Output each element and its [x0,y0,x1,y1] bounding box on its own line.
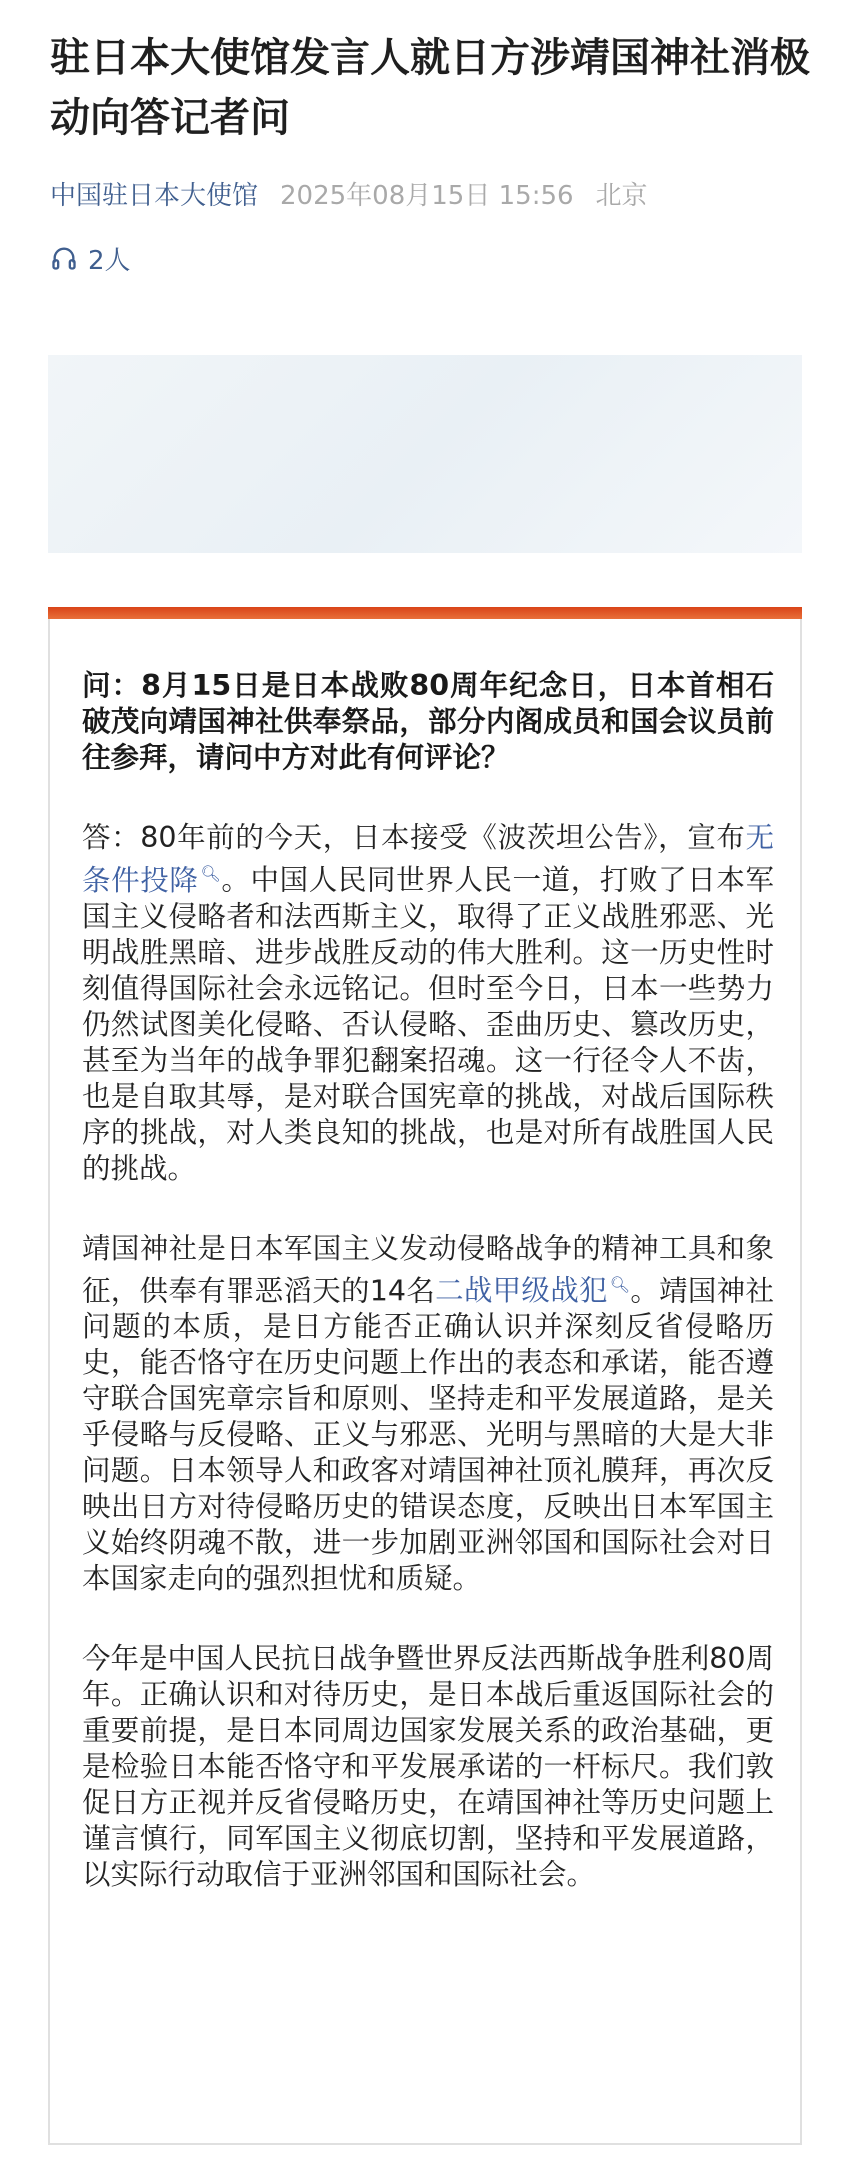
keyword-link-label: 二战甲级战犯 [435,1274,608,1307]
paragraph-text: 。中国人民同世界人民一道，打败了日本军国主义侵略者和法西斯主义，取得了正义战胜邪恶、光明战胜黑暗、进步战胜反动的伟大胜利。这一历史性时刻值得国际社会永远铭记。但时至今日，日本一些势力仍然试图美化侵略、否认侵略、歪曲历史、篡改历史，甚至为当年的战争罪犯翻案招魂。这一行径令人不齿，也是自取其辱，是对联合国宪章的挑战，对战后国际秩序的挑战，对人类良知的挑战，也是对所有战胜国人民的挑战。 [82,863,774,1185]
source-link[interactable]: 中国驻日本大使馆 [50,181,259,211]
paragraph-text: 。靖国神社问题的本质，是日方能否正确认识并深刻反省侵略历史，能否恪守在历史问题上作出的表态和承诺，能否遵守联合国宪章宗旨和原则、坚持走和平发展道路，是关乎侵略与反侵略、正义与邪恶、光明与黑暗的大是大非问题。日本领导人和政客对靖国神社顶礼膜拜，再次反映出日方对待侵略历史的错误态度，反映出日本军国主义始终阴魂不散，进一步加剧亚洲邻国和国际社会对日本国家走向的强烈担忧和质疑。 [82,1274,774,1595]
search-icon: 🔍︎ [609,1274,631,1294]
article-banner-image [48,355,802,553]
answer-paragraph-2 [82,1231,774,1598]
paragraph-text: 靖国神社是日本军国主义发动侵略战争的精神工具和象征，供奉有罪恶滔天的14名 [82,1231,774,1307]
article-meta [50,176,648,216]
listen-button[interactable] [50,238,131,278]
answer-paragraph-1 [82,820,774,1187]
search-icon: 🔍︎ [200,864,221,883]
keyword-link-label: 无条件投降 [82,821,774,897]
headphones-icon [50,244,78,272]
answer-paragraph-3: 今年是中国人民抗日战争暨世界反法西斯战争胜利80周年。正确认识和对待历史，是日本战后重返国际社会的重要前提，是日本同周边国家发展关系的政治基础，更是检验日本能否恪守和平发展承诺的一杆标尺。我们敦促日方正视并反省侵略历史，在靖国神社等历史问题上谨言慎行，同军国主义彻底切割，坚持和平发展道路，以实际行动取信于亚洲邻国和国际社会。 [82,1642,774,1891]
publish-datetime: 2025年08月15日 15:56 [280,181,574,211]
publish-location: 北京 [595,181,648,211]
question-text: 问：8月15日是日本战败80周年纪念日，日本首相石破茂向靖国神社供奉祭品，部分内阁成员和国会议员前往参拜，请问中方对此有何评论？ [82,669,774,774]
listen-count: 2人 [88,245,131,276]
card-accent-bar [48,607,802,619]
article-body [82,668,774,1937]
keyword-link-war-criminals[interactable] [435,1274,630,1307]
paragraph-text: 答：80年前的今天，日本接受《波茨坦公告》，宣布 [82,821,746,854]
article-title: 驻日本大使馆发言人就日方涉靖国神社消极动向答记者问 [50,35,810,141]
